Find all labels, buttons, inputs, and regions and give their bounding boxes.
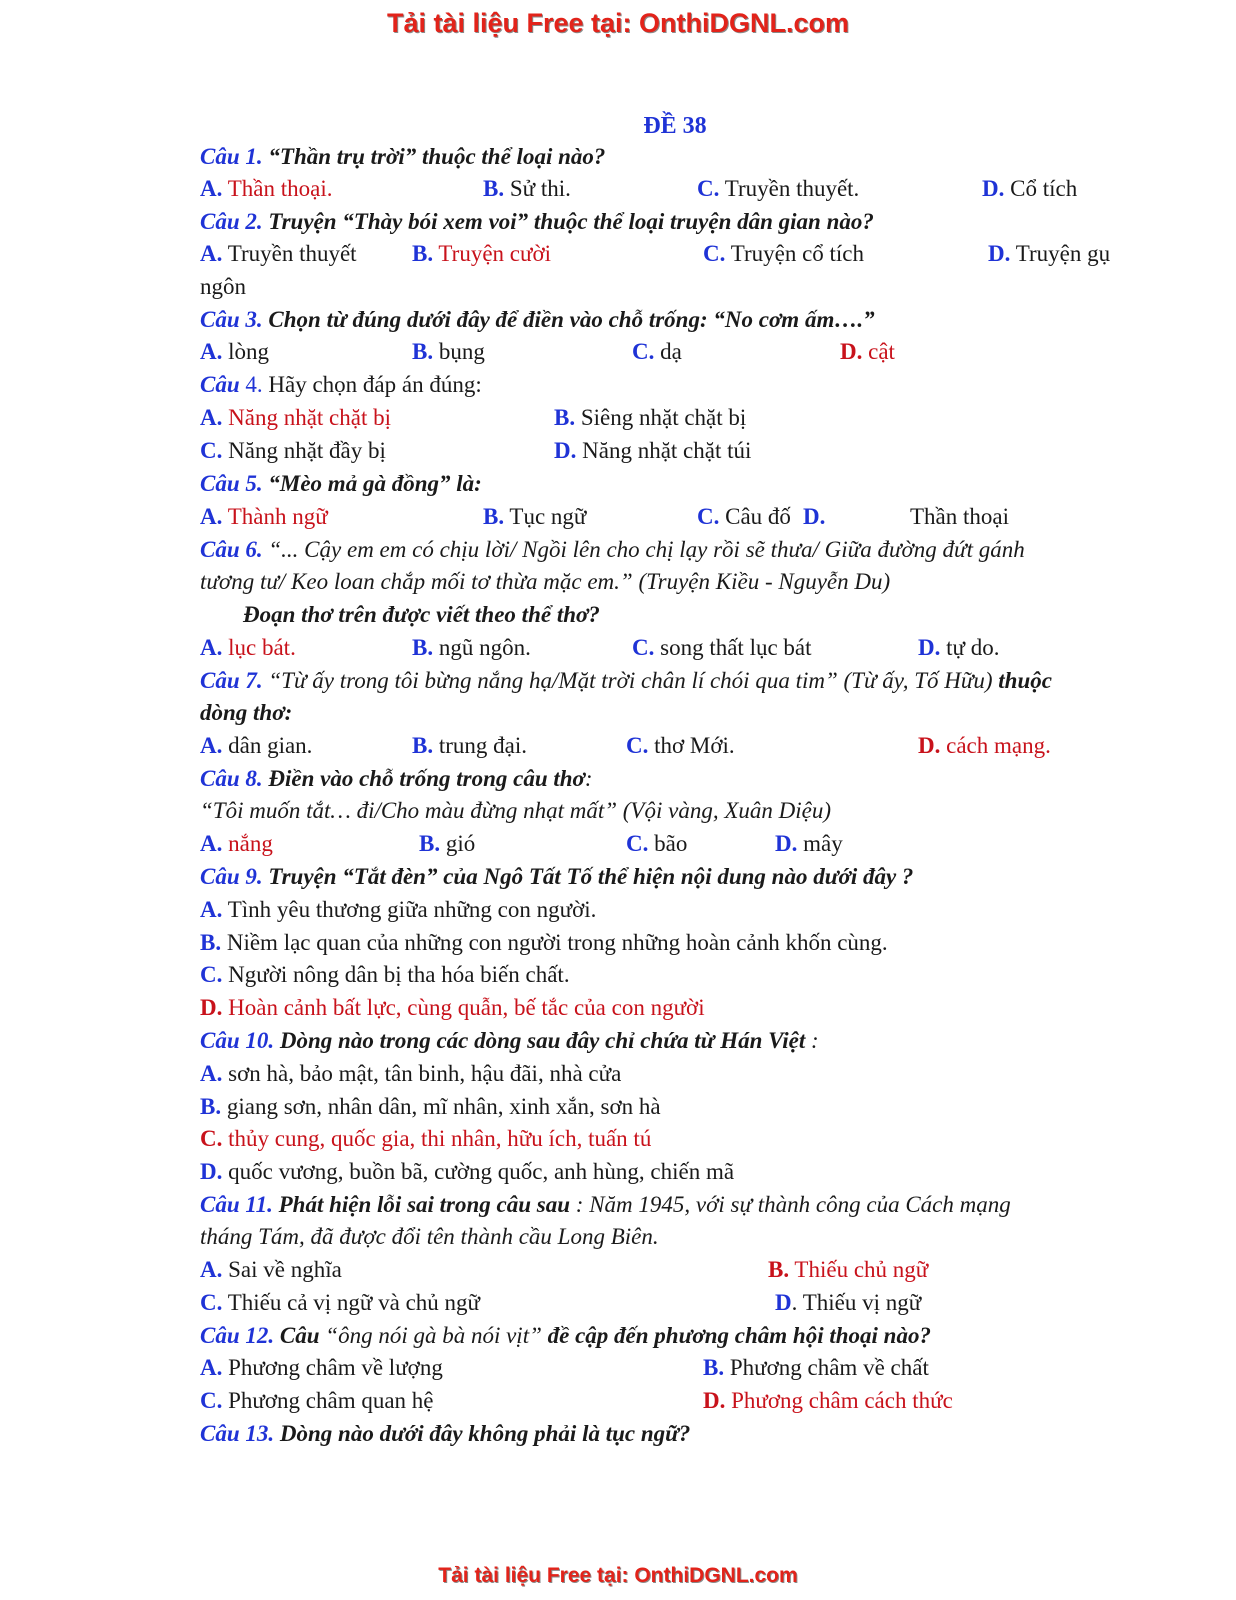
question-number: Câu 7. xyxy=(200,668,263,693)
option-a[interactable]: A. Truyền thuyết xyxy=(200,241,357,266)
question-number: Câu 3. xyxy=(200,307,263,332)
option-b[interactable]: B. Niềm lạc quan của những con người trong những hoàn cảnh khốn cùng. xyxy=(200,930,888,955)
option-d[interactable]: D. quốc vương, buồn bã, cường quốc, anh hùng, chiến mã xyxy=(200,1159,735,1184)
question-text: Điền vào chỗ trống trong câu thơ xyxy=(262,766,585,791)
option-a[interactable]: A. sơn hà, bảo mật, tân binh, hậu đãi, nhà cửa xyxy=(200,1061,622,1086)
option-b[interactable]: B. Tục ngữ xyxy=(483,504,587,529)
question-8: Câu 8. Điền vào chỗ trống trong câu thơ: xyxy=(200,766,593,791)
option-b[interactable]: B. Siêng nhặt chặt bị xyxy=(554,405,747,430)
question-number: Câu 10. xyxy=(200,1028,275,1053)
option-d[interactable]: D. Thiếu vị ngữ xyxy=(775,1290,922,1315)
question-6 xyxy=(200,537,1025,570)
question-2 xyxy=(200,209,874,242)
option-a[interactable]: A. Thành ngữ xyxy=(200,504,328,529)
option-c[interactable]: C. Truyền thuyết. xyxy=(697,176,860,201)
question-text: Truyện “Thày bói xem voi” thuộc thể loại truyện dân gian nào? xyxy=(262,209,874,234)
question-number: Câu 2. xyxy=(200,209,263,234)
option-d[interactable]: D. Phương châm cách thức xyxy=(703,1388,953,1413)
question-text: Câu xyxy=(274,1323,320,1348)
question-6-prompt: Đoạn thơ trên được viết theo thể thơ? xyxy=(243,602,600,627)
option-a[interactable]: A. Thần thoại. xyxy=(200,176,333,201)
option-b[interactable]: B. Truyện cười xyxy=(412,241,552,266)
footer-banner: Tải tài liệu Free tại: OnthiDGNL.com xyxy=(438,1564,798,1587)
option-a[interactable]: A. dân gian. xyxy=(200,733,313,758)
options-row xyxy=(200,1355,1200,1388)
question-4: Câu 4. Hãy chọn đáp án đúng: xyxy=(200,372,482,397)
options-row xyxy=(200,1257,1200,1290)
question-number: Câu 9. xyxy=(200,864,263,889)
header-banner: Tải tài liệu Free tại: OnthiDGNL.com xyxy=(386,8,850,38)
option-d[interactable]: D. tự do. xyxy=(918,635,1000,660)
option-b[interactable]: B. gió xyxy=(419,831,476,856)
option-d[interactable]: D. Năng nhặt chặt túi xyxy=(554,438,752,463)
options-row xyxy=(200,438,1200,471)
question-number: Câu 5. xyxy=(200,471,263,496)
question-number: Câu 8. xyxy=(200,766,263,791)
option-b[interactable]: B. giang sơn, nhân dân, mĩ nhân, xinh xắn, sơn hà xyxy=(200,1094,661,1119)
option-d-text: Thần thoại xyxy=(910,504,1009,529)
question-text: Dòng nào trong các dòng sau đây chỉ chứa từ Hán Việt xyxy=(274,1028,806,1053)
options-row xyxy=(200,339,1200,372)
option-d[interactable]: D. mây xyxy=(775,831,843,856)
options-row xyxy=(200,241,1200,274)
option-c[interactable]: C. bão xyxy=(626,831,688,856)
option-c[interactable]: C. Thiếu cả vị ngữ và chủ ngữ xyxy=(200,1290,481,1315)
question-9 xyxy=(200,864,913,897)
question-1 xyxy=(200,144,605,177)
option-a[interactable]: A. lục bát. xyxy=(200,635,296,660)
question-text: Chọn từ đúng dưới đây để điền vào chỗ trống: “No cơm ấm….” xyxy=(262,307,875,332)
question-7: Câu 7. “Từ ấy trong tôi bừng nắng hạ/Mặt trời chân lí chói qua tim” (Từ ấy, Tố Hữu) thuộc xyxy=(200,668,1052,693)
question-text: Phát hiện lỗi sai trong câu sau xyxy=(272,1192,571,1217)
option-c[interactable]: C. Người nông dân bị tha hóa biến chất. xyxy=(200,962,570,987)
question-12: Câu 12. Câu “ông nói gà bà nói vịt” đề cập đến phương châm hội thoại nào? xyxy=(200,1323,931,1348)
exam-title: ĐỀ 38 xyxy=(643,113,707,139)
options-row xyxy=(200,635,1200,668)
option-c[interactable]: C. Phương châm quan hệ xyxy=(200,1388,434,1413)
option-a[interactable]: A. Phương châm về lượng xyxy=(200,1355,443,1380)
question-text: “... Cậy em em có chịu lời/ Ngồi lên cho chị lạy rồi sẽ thưa/ Giữa đường đứt gánh xyxy=(262,537,1025,562)
question-11: Câu 11. Phát hiện lỗi sai trong câu sau : Năm 1945, với sự thành công của Cách mạng xyxy=(200,1192,1011,1217)
option-a[interactable]: A. Năng nhặt chặt bị xyxy=(200,405,391,430)
question-13 xyxy=(200,1421,690,1454)
question-7-line-2: dòng thơ: xyxy=(200,700,293,725)
options-row xyxy=(200,1290,1200,1323)
question-6-line-2: tương tư/ Keo loan chắp mối tơ thừa mặc em.” (Truyện Kiều - Nguyễn Du) xyxy=(200,569,891,594)
options-row xyxy=(200,504,1200,537)
question-text: Hãy chọn đáp án đúng: xyxy=(262,372,482,397)
option-d[interactable]: D. xyxy=(803,504,826,529)
option-c[interactable]: C. Truyện cổ tích xyxy=(703,241,865,266)
option-d[interactable]: D. cách mạng. xyxy=(918,733,1051,758)
option-a[interactable]: A. lòng xyxy=(200,339,270,364)
question-number: Câu xyxy=(200,372,240,397)
option-c[interactable]: C. song thất lục bát xyxy=(632,635,812,660)
options-row xyxy=(200,405,1200,438)
option-c[interactable]: C. thơ Mới. xyxy=(626,733,735,758)
option-b[interactable]: B. ngũ ngôn. xyxy=(412,635,531,660)
question-text: “Từ ấy trong tôi bừng nắng hạ/Mặt trời chân lí chói qua tim” (Từ ấy, Tố Hữu) xyxy=(262,668,993,693)
question-number: Câu 1. xyxy=(200,144,263,169)
option-b[interactable]: B. Phương châm về chất xyxy=(703,1355,929,1380)
options-row xyxy=(200,733,1200,766)
option-d[interactable]: D. Truyện gụ xyxy=(988,241,1111,266)
option-d[interactable]: D. Cổ tích xyxy=(982,176,1078,201)
option-a[interactable]: A. nắng xyxy=(200,831,273,856)
question-5 xyxy=(200,471,482,504)
question-3 xyxy=(200,307,875,340)
question-number: Câu 6. xyxy=(200,537,263,562)
option-d-wrap: ngôn xyxy=(200,274,246,299)
option-d[interactable]: D. cật xyxy=(840,339,895,364)
question-text: Dòng nào dưới đây không phải là tục ngữ? xyxy=(274,1421,691,1446)
options-row xyxy=(200,176,1200,209)
option-b[interactable]: B. Thiếu chủ ngữ xyxy=(768,1257,929,1282)
question-text: “Thần trụ trời” thuộc thể loại nào? xyxy=(262,144,606,169)
question-text: Truyện “Tắt đèn” của Ngô Tất Tố thể hiện nội dung nào dưới đây ? xyxy=(262,864,914,889)
option-a[interactable]: A. Tình yêu thương giữa những con người. xyxy=(200,897,597,922)
option-b[interactable]: B. bụng xyxy=(412,339,485,364)
question-10: Câu 10. Dòng nào trong các dòng sau đây chỉ chứa từ Hán Việt : xyxy=(200,1028,819,1053)
question-number: Câu 13. xyxy=(200,1421,275,1446)
question-11-line-2: tháng Tám, đã được đổi tên thành cầu Long Biên. xyxy=(200,1224,659,1249)
option-b[interactable]: B. trung đại. xyxy=(412,733,527,758)
option-d[interactable]: D. Hoàn cảnh bất lực, cùng quẫn, bế tắc của con người xyxy=(200,995,705,1020)
option-c[interactable]: C. thủy cung, quốc gia, thi nhân, hữu ích, tuấn tú xyxy=(200,1126,652,1151)
question-number: Câu 12. xyxy=(200,1323,275,1348)
question-text: “Mèo mả gà đồng” là: xyxy=(262,471,482,496)
options-row xyxy=(200,1388,1200,1421)
options-row xyxy=(200,831,1200,864)
option-b[interactable]: B. Sử thi. xyxy=(483,176,571,201)
question-8-line-2: “Tôi muốn tắt… đi/Cho màu đừng nhạt mất” (Vội vàng, Xuân Diệu) xyxy=(200,798,831,823)
option-c[interactable]: C. Năng nhặt đầy bị xyxy=(200,438,386,463)
option-c[interactable]: C. dạ xyxy=(632,339,682,364)
option-a[interactable]: A. Sai về nghĩa xyxy=(200,1257,342,1282)
question-number: Câu 11. xyxy=(200,1192,273,1217)
option-c[interactable]: C. Câu đố xyxy=(697,504,791,529)
